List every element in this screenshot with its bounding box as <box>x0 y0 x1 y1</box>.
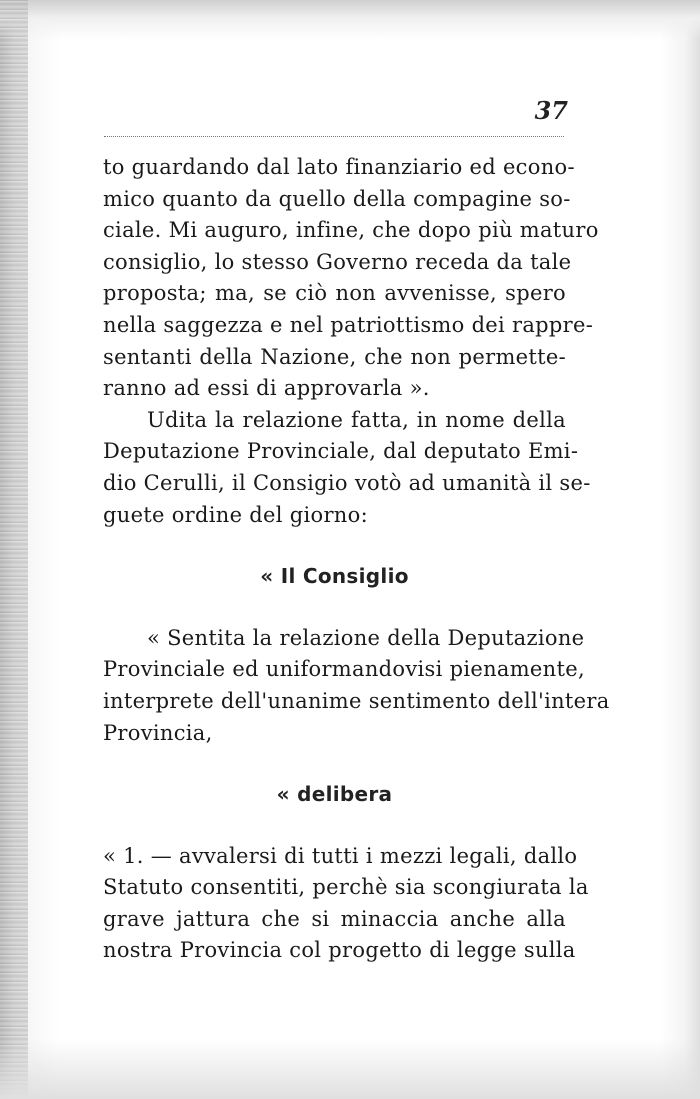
text-line: proposta; ma, se ciò non avvenisse, spero <box>103 281 566 306</box>
text-line: « 1. — avvalersi di tutti i mezzi legali, dallo <box>103 843 578 868</box>
text-line: to guardando dal lato finanziario ed econo- <box>103 155 575 179</box>
text-line: Provincia, <box>103 720 213 745</box>
text-line: Deputazione Provinciale, dal deputato Emi- <box>103 439 579 464</box>
page-bottom-edge <box>0 1039 700 1099</box>
text-line: guete ordine del giorno: <box>103 502 368 527</box>
header-rule <box>104 136 564 137</box>
text-line: Statuto consentiti, perchè sia scongiurata la <box>103 875 589 900</box>
page-body <box>103 152 610 967</box>
text-line: « Sentita la relazione della Deputazione <box>147 625 585 650</box>
text-line: ranno ad essi di approvarla ». <box>103 376 430 401</box>
text-line: nella saggezza e nel patriottismo dei rappre- <box>103 312 594 337</box>
text-line: consiglio, lo stesso Governo receda da tale <box>103 249 572 274</box>
text-line: ciale. Mi auguro, infine, che dopo più maturo <box>103 218 599 243</box>
text-line: grave jattura che si minaccia anche alla <box>103 906 566 931</box>
text-line: Provinciale ed uniformandovisi pienamente, <box>103 657 585 682</box>
text-line: Udita la relazione fatta, in nome della <box>147 407 566 432</box>
page-number: 37 <box>534 96 568 125</box>
page-top-edge <box>0 0 700 40</box>
text-line: nostra Provincia col progetto di legge sulla <box>103 938 576 963</box>
text-line: dio Cerulli, il Consigio votò ad umanità il se- <box>103 470 591 495</box>
text-line: interprete dell'unanime sentimento dell'intera <box>103 688 610 713</box>
page-binding-edge <box>0 0 28 1099</box>
section-heading-consiglio: « Il Consiglio <box>260 564 409 589</box>
text-line: sentanti della Nazione, che non permette- <box>103 344 566 369</box>
text-line: mico quanto da quello della compagine so- <box>103 186 571 211</box>
section-heading-delibera: « delibera <box>276 782 393 807</box>
